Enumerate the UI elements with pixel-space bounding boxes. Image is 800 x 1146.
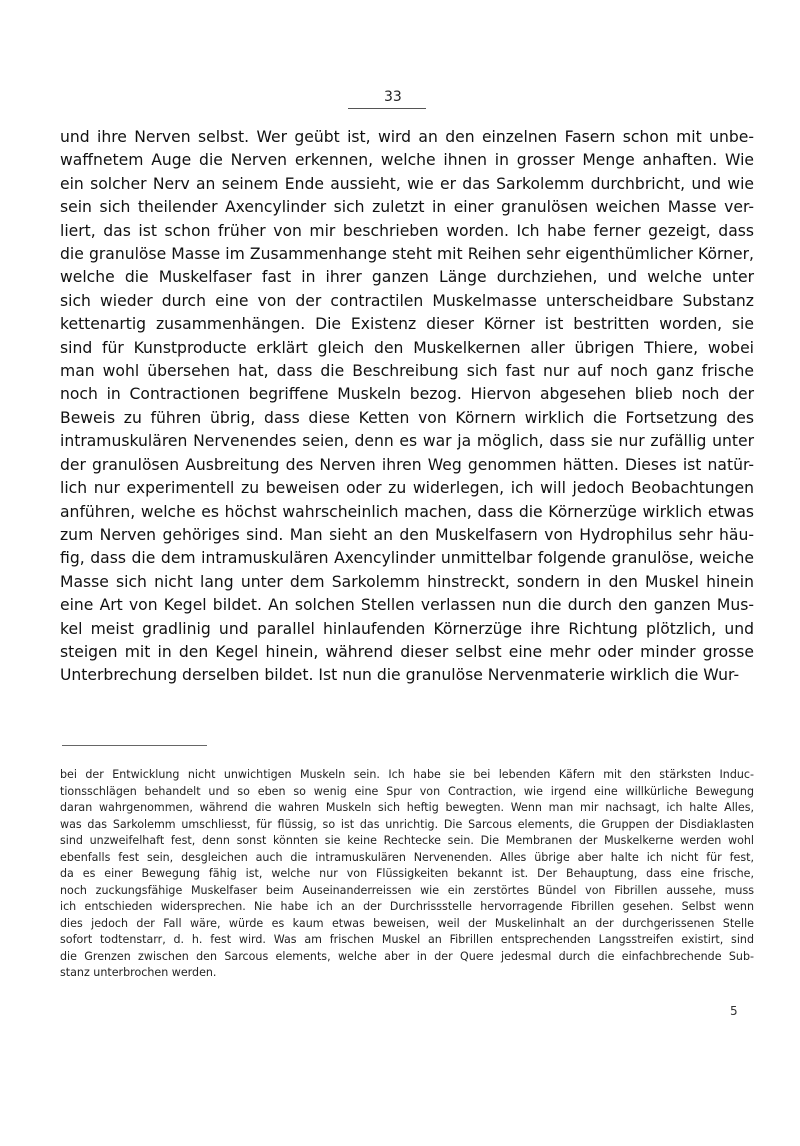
body-line: und ihre Nerven selbst. Wer geübt ist, wird an den einzelnen Fasern schon mit unbe- xyxy=(60,128,754,146)
body-line: sind für Kunstproducte erklärt gleich den Muskelkernen aller übrigen Thiere, wobei xyxy=(60,338,754,357)
body-line: steigen mit in den Kegel hinein, während dieser selbst eine mehr oder minder grosse xyxy=(60,642,754,661)
body-line: zum Nerven gehöriges sind. Man sieht an den Muskelfasern von Hydrophilus sehr häu- xyxy=(60,525,754,544)
footnote-line: da es einer Bewegung fähig ist, welche nur von Flüssigkeiten bekannt ist. Der Behauptung, dass eine frische, xyxy=(60,867,754,880)
body-line: waffnetem Auge die Nerven erkennen, welche ihnen in grosser Menge anhaften. Wie xyxy=(60,151,754,170)
body-line: man wohl übersehen hat, dass die Beschreibung sich fast nur auf noch ganz frische xyxy=(60,362,754,381)
signature-mark: 5 xyxy=(730,1004,738,1018)
footnote-line: tionsschlägen behandelt und so eben so wenig eine Spur von Contraction, wie irgend eine willkürliche Bewegung xyxy=(60,784,754,798)
body-line: Beweis zu führen übrig, dass diese Ketten von Körnern wirklich die Fortsetzung des xyxy=(60,408,754,427)
footnote xyxy=(60,767,754,982)
body-line: fig, dass die dem intramuskulären Axencylinder unmittelbar folgende granulöse, weiche xyxy=(60,549,754,568)
footnote-line: die Grenzen zwischen den Sarcous elements, welche aber in der Quere jedesmal durch die einfachbrechende Sub- xyxy=(60,949,754,963)
body-line: sein sich theilender Axencylinder sich zuletzt in einer granulösen weichen Masse ver- xyxy=(60,198,754,217)
footnote-line: sind unzweifelhaft fest, denn sonst könnten sie keine Rechtecke sein. Die Membranen der Muskelkerne werden wohl xyxy=(60,834,754,847)
body-line: sich wieder durch eine von der contractilen Muskelmasse unterscheidbare Substanz xyxy=(60,291,754,310)
body-line: die granulöse Masse im Zusammenhange steht mit Reihen sehr eigenthümlicher Körner, xyxy=(60,245,754,264)
footnote-line: ich entschieden widersprechen. Nie habe ich an der Durchrissstelle hervorragende Fibrillen gesehen. Selbst wenn xyxy=(60,900,754,913)
body-line: noch in Contractionen begriffene Muskeln bezog. Hiervon abgesehen blieb noch der xyxy=(60,385,754,404)
body-line: kettenartig zusammenhängen. Die Existenz dieser Körner ist bestritten worden, sie xyxy=(60,315,754,334)
body-line: der granulösen Ausbreitung des Nerven ihren Weg genommen hätten. Dieses ist natür- xyxy=(60,455,754,474)
footnote-line: noch zuckungsfähige Muskelfaser beim Auseinanderreissen wie ein zerstörtes Bündel von Fibrillen aussehe, muss xyxy=(60,883,754,897)
body-line: welche die Muskelfaser fast in ihrer ganzen Länge durchziehen, und welche unter xyxy=(60,268,754,287)
body-line: anführen, welche es höchst wahrscheinlich machen, dass die Körnerzüge wirklich etwas xyxy=(60,502,754,521)
body-line: Unterbrechung derselben bildet. Ist nun die granulöse Nervenmaterie wirklich die Wur- xyxy=(60,666,740,685)
footnote-line: was das Sarkolemm umschliesst, für flüssig, so ist das unrichtig. Die Sarcous elements, die Gruppen der Disdiaklasten xyxy=(60,817,754,831)
body-line: eine Art von Kegel bildet. An solchen Stellen verlassen nun die durch den ganzen Mus- xyxy=(60,596,754,615)
body-line: intramuskulären Nervenendes seien, denn es war ja möglich, dass sie nur zufällig unter xyxy=(60,432,754,451)
body-text xyxy=(60,126,754,688)
footnote-line: daran wahrgenommen, während die wahren Muskeln sich heftig bewegten. Wenn man mir nachsagt, ich halte Alles, xyxy=(60,801,754,814)
footnote-line: sofort todtenstarr, d. h. fest wird. Was am frischen Muskel an Fibrillen entsprechenden Langsstreifen existirt, sind xyxy=(60,933,754,946)
footnote-line: dies jedoch der Fall wäre, würde es kaum etwas beweisen, weil der Muskelinhalt an der durchgerissenen Stelle xyxy=(60,916,754,930)
body-line: liert, das ist schon früher von mir beschrieben worden. Ich habe ferner gezeigt, dass xyxy=(60,221,754,240)
body-line: kel meist gradlinig und parallel hinlaufenden Körnerzüge ihre Richtung plötzlich, und xyxy=(60,619,754,638)
footnote-line: ebenfalls fest sein, desgleichen auch die intramuskulären Nervenenden. Alles übrige aber halte ich nicht für fest, xyxy=(60,850,754,864)
footnote-line: bei der Entwicklung nicht unwichtigen Muskeln sein. Ich habe sie bei lebenden Käfern mit den stärksten Induc- xyxy=(60,768,754,781)
page-number: 33 xyxy=(384,89,402,105)
body-line: lich nur experimentell zu beweisen oder zu widerlegen, ich will jedoch Beobachtungen xyxy=(60,479,754,498)
footnote-rule xyxy=(62,745,207,746)
body-line: Masse sich nicht lang unter dem Sarkolemm hinstreckt, sondern in den Muskel hinein xyxy=(60,572,754,591)
body-line: ein solcher Nerv an seinem Ende aussieht, wie er das Sarkolemm durchbricht, und wie xyxy=(60,174,754,193)
footnote-line: stanz unterbrochen werden. xyxy=(60,966,217,979)
header-rule xyxy=(348,108,426,109)
